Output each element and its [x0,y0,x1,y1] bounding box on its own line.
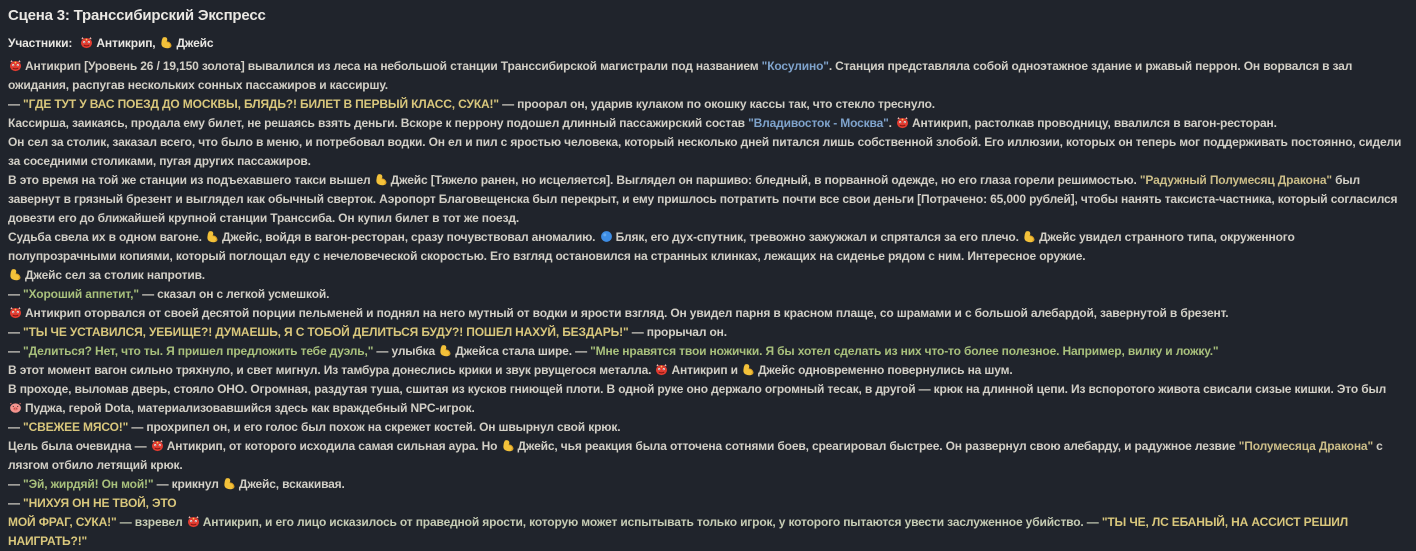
text-segment: "Полумесяца Дракона" [1238,439,1373,453]
text-segment: "Хороший аппетит," [23,287,139,301]
story-paragraph [8,361,1406,380]
text-segment: . [888,116,896,130]
flex-biceps-icon [375,173,388,186]
flex-biceps-icon [9,268,22,281]
text-segment: — проорал он, ударив кулаком по окошку кассы так, что стекло треснуло. [498,97,935,111]
text-segment: Джейс увидел странного типа, окруженного полупрозрачными копиями, который поглощал еду с нечеловеческой скоростью. Его взгляд остановился на странных клинках, лежащих на сиденье рядом с ним. Интересное оружие. [8,230,1295,263]
text-segment: "ГДЕ ТУТ У ВАС ПОЕЗД ДО МОСКВЫ, БЛЯДЬ?! БИЛЕТ В ПЕРВЫЙ КЛАСС, СУКА!" [23,97,499,111]
oni-mask-icon [9,306,22,319]
text-segment: Он сел за столик, заказал всего, что было в меню, и потребовал водки. Он ел и пил с яростью человека, который несколько дней питался лишь собственной злобой. Его иллюзии, которых он теперь мог поддерживать постоянно, сидели за соседними столиками, пугая других пассажиров. [8,135,1402,168]
text-segment: — прохрипел он, и его голос был похож на скрежет костей. Он швырнул свой крюк. [128,420,621,434]
text-segment: Джейс сел за столик напротив. [25,268,205,282]
story-paragraph [8,304,1406,323]
oni-mask-icon [151,439,164,452]
text-segment: — [8,496,24,510]
text-segment: Бляк, его дух-спутник, тревожно зажужжал и спрятался за его плечо. [615,230,1022,244]
text-segment: — [8,287,24,301]
text-segment: Джейс, войдя в вагон-ресторан, сразу почувствовал аномалию. [222,230,599,244]
scene-title: Сцена 3: Транссибирский Экспресс [8,7,266,24]
text-segment: Антикрип оторвался от своей десятой порции пельменей и поднял на него мутный от водки и ярости взгляд. Он увидел парня в красном плаще, со шрамами и с большой алебардой, завернутой в брезент. [25,306,1229,320]
oni-mask-icon [187,515,200,528]
text-segment: — [8,325,24,339]
text-segment: — прорычал он. [628,325,727,339]
participants-label: Участники: [8,36,73,50]
text-segment: Джейс, чья реакция была отточена сотнями боев, среагировал быстрее. Он развернул свою алебарду, и радужное лезвие [517,439,1239,453]
text-segment: — взревел [116,515,186,529]
text-segment: Цель была очевидна — [8,439,150,453]
text-segment: Антикрип [Уровень 26 / 19,150 золота] вывалился из леса на небольшой станции Транссибирской магистрали под названием [25,59,762,73]
text-segment: . Станция представляла собой одноэтажное здание и ржавый перрон. Он ворвался в зал ожидания, распугав нескольких сонных пассажиров и кассиршу. [8,59,1353,92]
text-segment: "Эй, жирдяй! Он мой!" [23,477,154,491]
text-segment: Джейс одновременно повернулись на шум. [758,363,1013,377]
story-paragraph [8,437,1406,475]
story-paragraph [8,380,1406,418]
text-segment: Кассирша, заикаясь, продала ему билет, не решаясь взять деньги. Вскоре к перрону подошел длинный пассажирский состав [8,116,749,130]
oni-mask-icon [80,36,93,49]
story-paragraph [8,418,1406,437]
flex-biceps-icon [223,477,236,490]
text-segment: "Мне нравятся твои ножички. Я бы хотел сделать из них что-то более полезное. Например, вилку и ложку." [590,344,1219,358]
text-segment: "Делиться? Нет, что ты. Я пришел предложить тебе дуэль," [23,344,374,358]
text-segment: Джейс [Тяжело ранен, но исцеляется]. Выглядел он паршиво: бледный, в порванной одежде, но его глаза горели решимостью. [390,173,1140,187]
text-segment: — [8,97,24,111]
story-paragraph [8,133,1406,171]
text-segment: "ТЫ ЧЕ УСТАВИЛСЯ, УЕБИЩЕ?! ДУМАЕШЬ, Я С ТОБОЙ ДЕЛИТЬСЯ БУДУ?! ПОШЕЛ НАХУЙ, БЕЗДАРЬ!" [23,325,629,339]
text-segment: — улыбка [373,344,439,358]
text-segment: Пуджа, герой Dota, материализовавшийся здесь как враждебный NPC-игрок. [25,401,475,415]
story [8,57,1406,551]
text-segment: — [8,420,24,434]
flex-biceps-icon [1023,230,1036,243]
text-segment: "Косулино" [761,59,829,73]
text-segment: с лязгом отбило летящий крюк. [8,439,1383,472]
flex-biceps-icon [439,344,452,357]
story-paragraph [8,228,1406,266]
text-segment: — [8,477,24,491]
participants-row [8,34,1406,53]
story-paragraph [8,266,1406,285]
story-paragraph [8,57,1406,95]
oni-mask-icon [9,59,22,72]
flex-biceps-icon [742,363,755,376]
text-segment: "Радужный Полумесяц Дракона" [1139,173,1332,187]
story-paragraph [8,171,1406,228]
text-segment: В этот момент вагон сильно тряхнуло, и свет мигнул. Из тамбура донеслись крики и звук рвущегося металла. [8,363,655,377]
blue-circle-icon [600,230,613,243]
story-paragraph [8,475,1406,494]
text-segment: "Владивосток - Москва" [748,116,889,130]
text-segment: Антикрип, от которого исходила самая сильная аура. Но [166,439,501,453]
oni-mask-icon [896,116,909,129]
text-segment: Джейс, вскакивая. [238,477,345,491]
text-segment: — [8,344,24,358]
text-segment: МОЙ ФРАГ, СУКА!" [8,515,117,529]
participant [159,36,213,50]
text-segment: был завернут в грязный брезент и выглядел как обычный сверток. Аэропорт Благовещенска был перекрыт, и ему пришлось потратить почти все свои деньги [Потрачено: 65,000 рублей], чтобы нанять таксиста-частника, который согласился довезти его до ближайшей крупной станции Транссиба. Он купил билет в тот же поезд. [8,173,1398,225]
flex-biceps-icon [160,36,173,49]
text-segment: — сказал он с легкой усмешкой. [138,287,330,301]
text-segment: Судьба свела их в одном вагоне. [8,230,206,244]
story-paragraph [8,342,1406,361]
text-segment: Джейса стала шире. — [455,344,591,358]
text-segment: В проходе, выломав дверь, стояло ОНО. Огромная, раздутая туша, сшитая из кусков гниющей плоти. В одной руке оно держало огромный тесак, в другой — крюк на длинной цепи. Из вспоротого живота свисали сизые кишки. Это был [8,382,1387,396]
text-segment: — крикнул [153,477,222,491]
flex-biceps-icon [206,230,219,243]
text-segment: Антикрип, растолкав проводницу, ввалился в вагон-ресторан. [912,116,1277,130]
oni-mask-icon [655,363,668,376]
story-paragraph [8,494,1406,551]
participant-name: Антикрип, [96,36,156,50]
flex-biceps-icon [502,439,515,452]
story-paragraph [8,323,1406,342]
story-paragraph [8,95,1406,114]
text-segment: Антикрип, и его лицо исказилось от праведной ярости, которую может испытывать только игрок, у которого пытаются увести заслуженное убийство. — [202,515,1102,529]
text-segment: В это время на той же станции из подъехавшего такси вышел [8,173,374,187]
text-segment: "СВЕЖЕЕ МЯСО!" [23,420,129,434]
pig-face-icon [9,401,22,414]
text-segment: "ТЫ ЧЕ, ЛС ЕБАНЫЙ, НА АССИСТ РЕШИЛ НАИГРАТЬ?!" [8,515,1349,548]
story-paragraph [8,114,1406,133]
text-segment: Антикрип и [671,363,742,377]
story-paragraph [8,285,1406,304]
participant [79,36,155,50]
participant-name: Джейс [176,36,214,50]
text-segment: "НИХУЯ ОН НЕ ТВОЙ, ЭТО [23,496,177,510]
